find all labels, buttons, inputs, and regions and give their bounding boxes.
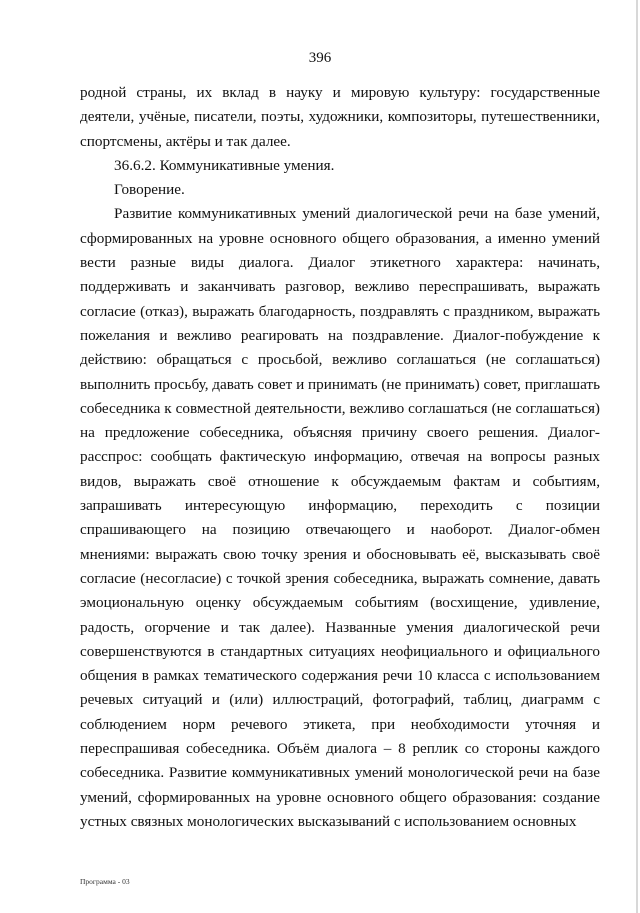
section-heading: 36.6.2. Коммуникативные умения. [114, 156, 335, 174]
page-number: 396 [308, 50, 332, 66]
page-body [80, 81, 600, 834]
subsection-heading: Говорение. [114, 181, 185, 199]
footer-label: Программа - 03 [80, 877, 130, 886]
paragraph-continuation: родной страны, их вклад в науку и мировую культуру: государственные деятели, учёные, писатели, поэты, художники, композиторы, путешественники, спортсмены, актёры и так далее. [80, 84, 600, 150]
scan-edge-line [636, 0, 638, 913]
paragraph-main: Развитие коммуникативных умений диалогической речи на базе умений, сформированных на уровне основного общего образования, а именно умений вести разные виды диалога. Диалог этикетного характера: начинать, поддерживать и заканчивать разговор, вежливо переспрашивать, выражать согласие (отказ), выражать благодарность, поздравлять с праздником, выражать пожелания и вежливо реагировать на поздравление. Диалог-побуждение к действию: обращаться с просьбой, вежливо соглашаться (не соглашаться) выполнить просьбу, давать совет и принимать (не принимать) совет, приглашать собеседника к совместной деятельности, вежливо соглашаться (не соглашаться) на предложение собеседника, объясняя причину своего решения. Диалог-расспрос: сообщать фактическую информацию, отвечая на вопросы разных видов, выражать своё отношение к обсуждаемым фактам и событиям, запрашивать интересующую информацию, переходить с позиции спрашивающего на позицию отвечающего и наоборот. Диалог-обмен мнениями: выражать свою точку зрения и обосновывать её, высказывать своё согласие (несогласие) с точкой зрения собеседника, выражать сомнение, давать эмоциональную оценку обсуждаемым событиям (восхищение, удивление, радость, огорчение и так далее). Названные умения диалогической речи совершенствуются в стандартных ситуациях неофициального и официального общения в рамках тематического содержания речи 10 класса с использованием речевых ситуаций и (или) иллюстраций, фотографий, таблиц, диаграмм с соблюдением норм речевого этикета, при необходимости уточняя и переспрашивая собеседника. Объём диалога – 8 реплик со стороны каждого собеседника. Развитие коммуникативных умений монологической речи на базе умений, сформированных на уровне основного общего образования: создание устных связных монологических высказываний с использованием основных [80, 205, 600, 830]
